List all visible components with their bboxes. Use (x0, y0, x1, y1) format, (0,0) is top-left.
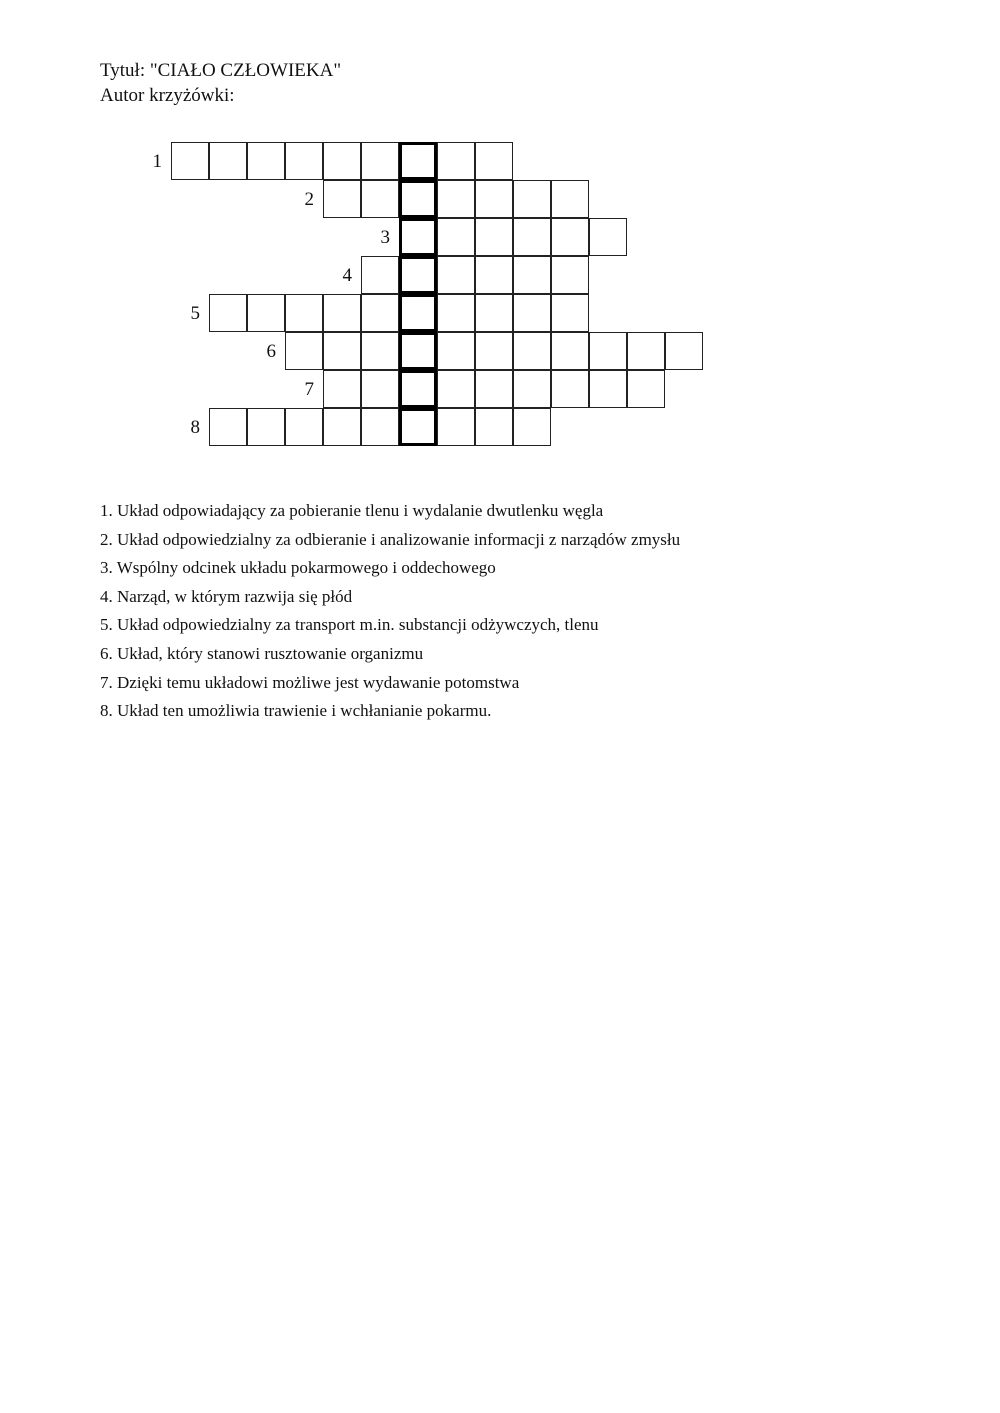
row-number-5: 5 (190, 303, 200, 324)
letter-cell[interactable] (589, 370, 627, 408)
clue-3: 3. Wspólny odcinek układu pokarmowego i oddechowego (100, 558, 496, 578)
letter-cell[interactable] (437, 370, 475, 408)
row-number-6: 6 (266, 341, 276, 362)
key-cell[interactable] (399, 256, 437, 294)
letter-cell[interactable] (209, 142, 247, 180)
letter-cell[interactable] (513, 294, 551, 332)
key-cell[interactable] (399, 408, 437, 446)
letter-cell[interactable] (323, 294, 361, 332)
letter-cell[interactable] (361, 332, 399, 370)
letter-cell[interactable] (285, 294, 323, 332)
key-cell[interactable] (399, 180, 437, 218)
letter-cell[interactable] (589, 332, 627, 370)
letter-cell[interactable] (513, 332, 551, 370)
letter-cell[interactable] (551, 294, 589, 332)
letter-cell[interactable] (627, 370, 665, 408)
key-cell[interactable] (399, 332, 437, 370)
letter-cell[interactable] (627, 332, 665, 370)
letter-cell[interactable] (361, 142, 399, 180)
letter-cell[interactable] (475, 408, 513, 446)
letter-cell[interactable] (247, 408, 285, 446)
letter-cell[interactable] (551, 218, 589, 256)
row-number-8: 8 (190, 417, 200, 438)
clue-6: 6. Układ, który stanowi rusztowanie organizmu (100, 643, 424, 663)
clue-7: 7. Dzięki temu układowi możliwe jest wydawanie potomstwa (100, 672, 520, 692)
letter-cell[interactable] (513, 218, 551, 256)
clue-5: 5. Układ odpowiedzialny za transport m.in. substancji odżywczych, tlenu (100, 615, 599, 635)
letter-cell[interactable] (475, 256, 513, 294)
letter-cell[interactable] (361, 294, 399, 332)
letter-cell[interactable] (361, 180, 399, 218)
letter-cell[interactable] (513, 180, 551, 218)
letter-cell[interactable] (437, 256, 475, 294)
letter-cell[interactable] (323, 408, 361, 446)
letter-cell[interactable] (323, 180, 361, 218)
letter-cell[interactable] (589, 218, 627, 256)
clue-4: 4. Narząd, w którym razwija się płód (100, 586, 353, 606)
clue-8: 8. Układ ten umożliwia trawienie i wchłanianie pokarmu. (100, 701, 492, 721)
letter-cell[interactable] (437, 408, 475, 446)
letter-cell[interactable] (437, 142, 475, 180)
clue-2: 2. Układ odpowiedzialny za odbieranie i analizowanie informacji z narządów zmysłu (100, 529, 681, 549)
row-number-4: 4 (342, 265, 352, 286)
letter-cell[interactable] (513, 256, 551, 294)
letter-cell[interactable] (437, 332, 475, 370)
row-number-2: 2 (304, 189, 314, 210)
key-cell[interactable] (399, 294, 437, 332)
letter-cell[interactable] (323, 332, 361, 370)
letter-cell[interactable] (513, 370, 551, 408)
letter-cell[interactable] (285, 142, 323, 180)
key-cell[interactable] (399, 218, 437, 256)
clue-list (100, 497, 680, 726)
row-number-1: 1 (152, 151, 162, 172)
clue-1: 1. Układ odpowiadający za pobieranie tlenu i wydalanie dwutlenku węgla (100, 501, 604, 520)
letter-cell[interactable] (475, 218, 513, 256)
letter-cell[interactable] (513, 408, 551, 446)
letter-cell[interactable] (323, 370, 361, 408)
key-cell[interactable] (399, 142, 437, 180)
letter-cell[interactable] (361, 408, 399, 446)
key-cell[interactable] (399, 370, 437, 408)
row-number-7: 7 (304, 379, 314, 400)
letter-cell[interactable] (361, 256, 399, 294)
letter-cell[interactable] (209, 294, 247, 332)
letter-cell[interactable] (437, 294, 475, 332)
letter-cell[interactable] (551, 332, 589, 370)
letter-cell[interactable] (551, 256, 589, 294)
letter-cell[interactable] (665, 332, 703, 370)
crossword-title: Tytuł: "CIAŁO CZŁOWIEKA" (100, 60, 342, 81)
letter-cell[interactable] (475, 180, 513, 218)
letter-cell[interactable] (475, 332, 513, 370)
letter-cell[interactable] (285, 408, 323, 446)
crossword-grid (0, 0, 1000, 480)
letter-cell[interactable] (247, 142, 285, 180)
letter-cell[interactable] (437, 180, 475, 218)
letter-cell[interactable] (551, 370, 589, 408)
letter-cell[interactable] (323, 142, 361, 180)
letter-cell[interactable] (247, 294, 285, 332)
crossword-author: Autor krzyżówki: (100, 85, 235, 106)
letter-cell[interactable] (209, 408, 247, 446)
letter-cell[interactable] (475, 294, 513, 332)
letter-cell[interactable] (361, 370, 399, 408)
letter-cell[interactable] (285, 332, 323, 370)
letter-cell[interactable] (475, 370, 513, 408)
letter-cell[interactable] (551, 180, 589, 218)
letter-cell[interactable] (437, 218, 475, 256)
row-number-3: 3 (380, 227, 390, 248)
letter-cell[interactable] (475, 142, 513, 180)
letter-cell[interactable] (171, 142, 209, 180)
